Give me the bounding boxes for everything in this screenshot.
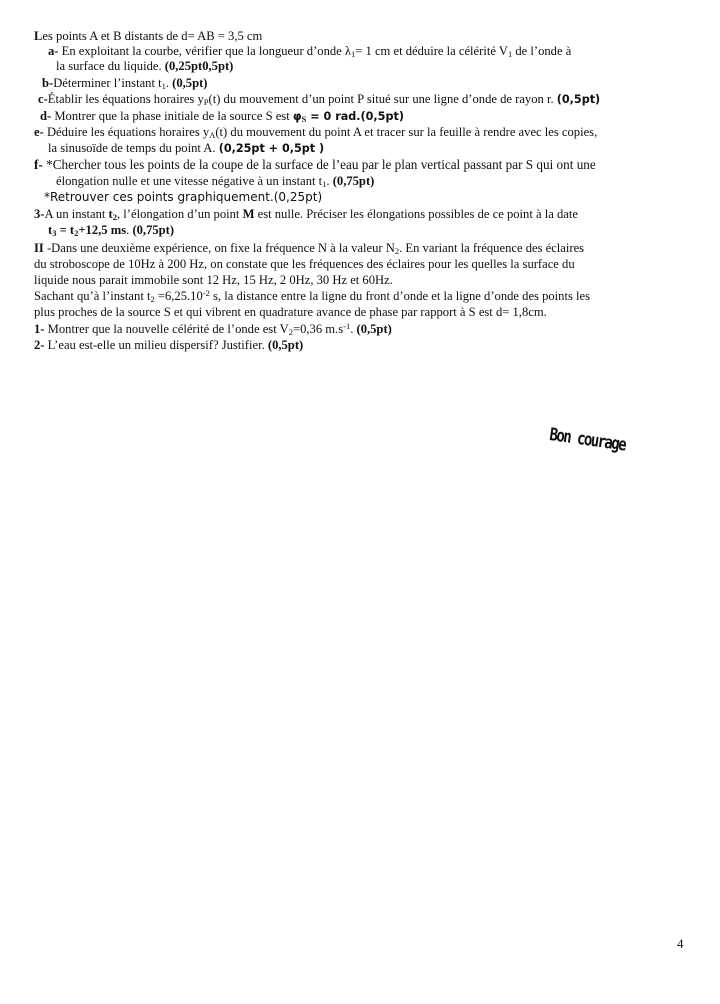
part-2-line-4: Sachant qu’à l’instant $t_2 =6,25.10^{-2}$ s, la distance entre la ligne du front d’onde et la ligne d’onde des points les — [34, 288, 591, 304]
part-2-line-2: du stroboscope de 10Hz à 200 Hz, on constate que les fréquences des éclaires pour les quelles la surface du — [34, 257, 575, 271]
part-2-question-2: 2- L’eau est-elle un milieu dispersif? Justifier. (0,5pt) — [34, 338, 304, 352]
question-a: a- En exploitant la courbe, vérifier que la longueur d’onde $\lambda_1= 1$ cm et déduire la célérité $V_1$ de l’onde à — [48, 44, 572, 59]
question-f-graph: *Retrouver ces points graphiquement.(0,25pt) — [44, 190, 323, 204]
part-2-line-3: liquide nous parait immobile sont 12 Hz, 15 Hz, 2 0Hz, 30 Hz et 60Hz. — [34, 273, 393, 287]
question-f: f- *Chercher tous les points de la coupe de la surface de l’eau par le plan vertical passant par S qui ont une — [34, 157, 596, 172]
question-b: b-Déterminer l’instant $t_1$. (0,5pt) — [42, 76, 208, 91]
question-3: 3-A un instant $t_2$, l’élongation d’un point M est nulle. Préciser les élongations possibles de ce point à la date — [34, 207, 578, 222]
part-2-line-5: plus proches de la source S et qui vibrent en quadrature avance de phase par rapport à S est d= 1,8cm. — [34, 305, 547, 319]
page-number: 4 — [677, 936, 684, 951]
question-e: e- Déduire les équations horaires $y_A(t)$ du mouvement du point A et tracer sur la feuille à rendre avec les copies, — [34, 125, 598, 140]
bon-courage-signature: Bon courage — [548, 425, 627, 456]
question-c: c-Établir les équations horaires $y_P(t)$ du mouvement d’un point P situé sur une ligne d’onde de rayon r. (0,5pt) — [38, 92, 601, 107]
question-3-date: $t_3 = t_2+12,5$ ms. (0,75pt) — [48, 223, 175, 238]
question-d: d- Montrer que la phase initiale de la source S est $\varphi_S = 0$ rad.(0,5pt) — [40, 109, 404, 124]
part-2-intro: II -Dans une deuxième expérience, on fixe la fréquence N à la valeur $N_2$. En variant la fréquence des éclaires — [34, 241, 585, 256]
part-2-question-1: 1- Montrer que la nouvelle célérité de l’onde est $V_2=0,36$ $m.s^{-1}$. (0,5pt) — [34, 321, 392, 337]
line-1: Les points A et B distants de d= AB = 3,5 cm — [34, 29, 263, 43]
question-a-cont: la surface du liquide. (0,25pt0,5pt) — [56, 59, 234, 73]
question-e-cont: la sinusoïde de temps du point A. (0,25pt + 0,5pt ) — [48, 141, 325, 155]
question-f-cont: élongation nulle et une vitesse négative à un instant $t_1$. (0,75pt) — [56, 174, 375, 189]
